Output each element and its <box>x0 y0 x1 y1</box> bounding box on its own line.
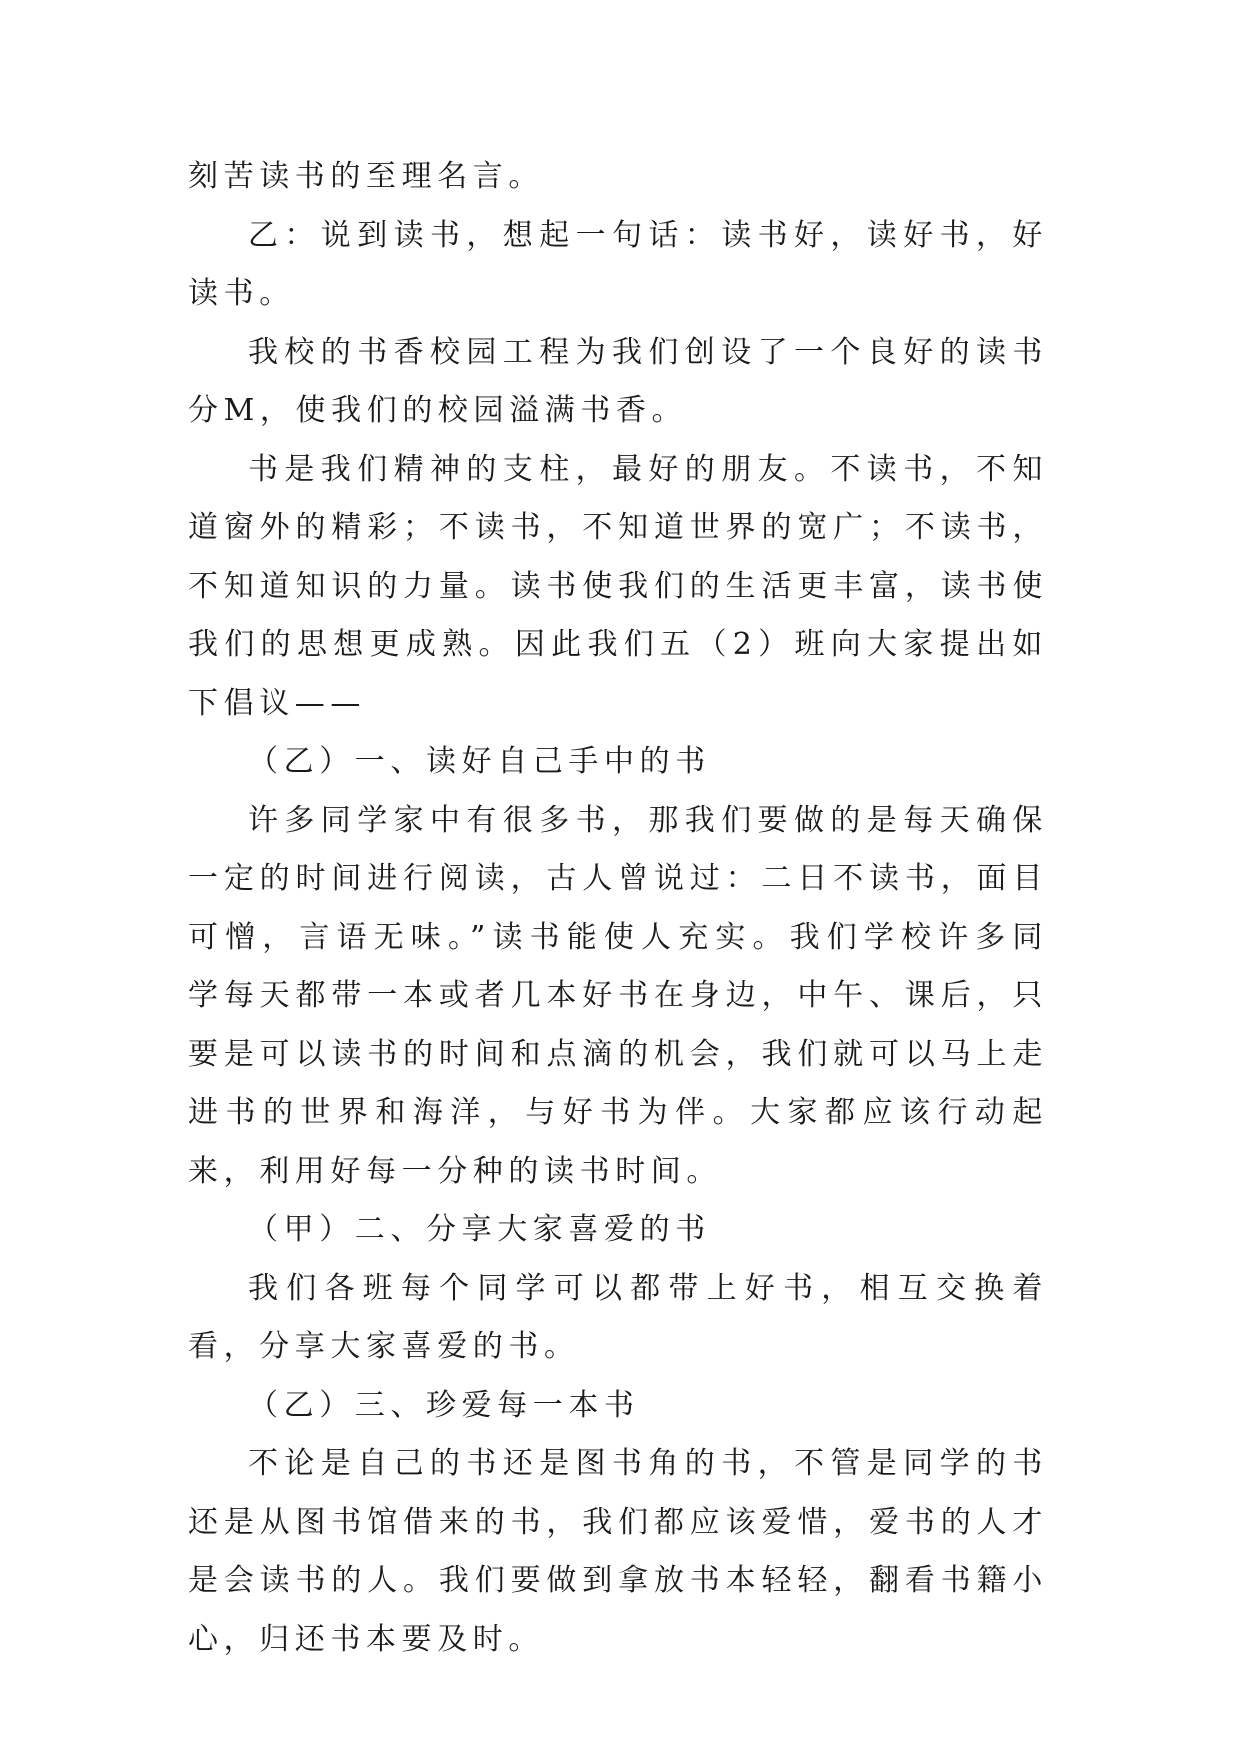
paragraph-daily-reading: 许多同学家中有很多书，那我们要做的是每天确保一定的时间进行阅读，古人曾说过：二日不读书，面目可憎，言语无味。”读书能使人充实。我们学校许多同学每天都带一本或者几本好书在身边，中午、课后，只要是可以读书的时间和点滴的机会，我们就可以马上走进书的世界和海洋，与好书为伴。大家都应该行动起来，利用好每一分种的读书时间。 <box>188 802 1048 1189</box>
document-body <box>188 148 1048 1669</box>
paragraph-school-project: 我校的书香校园工程为我们创设了一个良好的读书分M，使我们的校园溢满书香。 <box>188 334 1048 428</box>
heading-proposal-one: （乙）一、读好自己手中的书 <box>248 744 711 779</box>
paragraph-cherish-books: 不论是自己的书还是图书角的书，不管是同学的书还是从图书馆借来的书，我们都应该爱惜，爱书的人才是会读书的人。我们要做到拿放书本轻轻，翻看书籍小心，归还书本要及时。 <box>188 1446 1048 1657</box>
paragraph-continuation: 刻苦读书的至理名言。 <box>188 159 544 194</box>
paragraph-share-books: 我们各班每个同学可以都带上好书，相互交换着看，分享大家喜爱的书。 <box>188 1270 1048 1364</box>
paragraph-dialogue-yi: 乙：说到读书，想起一句话：读书好，读好书，好读书。 <box>188 217 1048 311</box>
heading-proposal-three: （乙）三、珍爱每一本书 <box>248 1387 640 1423</box>
paragraph-books-pillar: 书是我们精神的支柱，最好的朋友。不读书，不知道窗外的精彩；不读书，不知道世界的宽广；不读书，不知道知识的力量。读书使我们的生活更丰富，读书使我们的思想更成熟。因此我们五（2）班向大家提出如下倡议—— <box>188 451 1048 721</box>
heading-proposal-two: （甲）二、分享大家喜爱的书 <box>248 1212 711 1247</box>
